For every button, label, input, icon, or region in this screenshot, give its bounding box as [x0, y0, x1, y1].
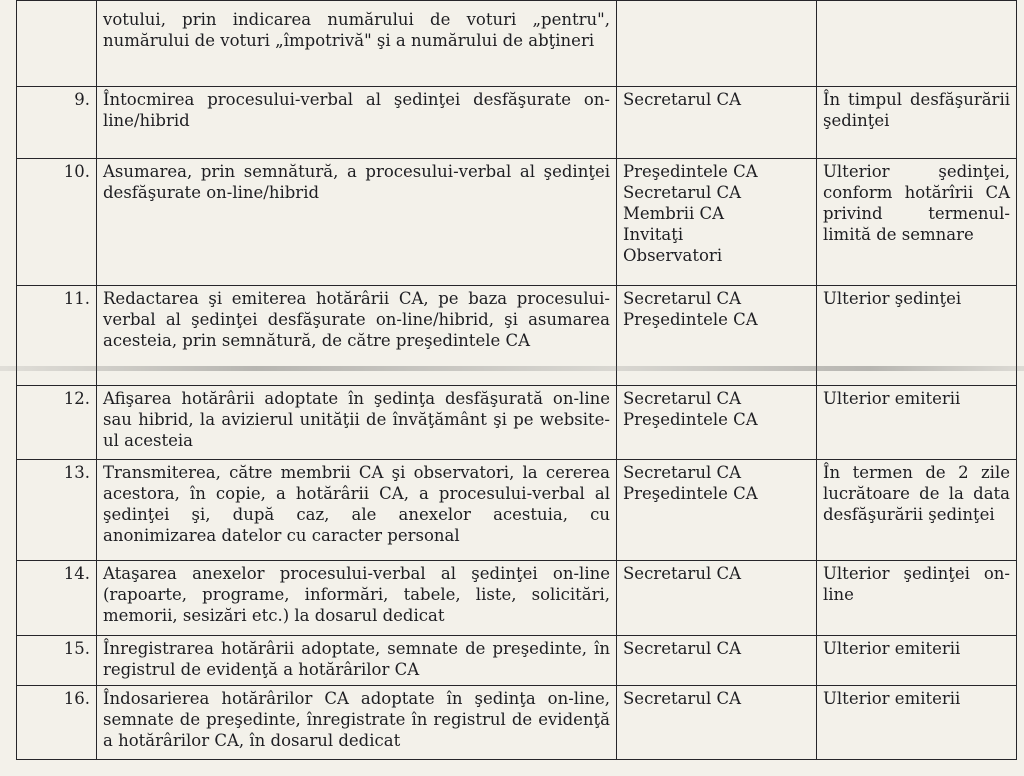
row-responsible [617, 159, 817, 286]
table-row [17, 460, 1017, 561]
responsible-entry: Secretarul CA [623, 183, 742, 202]
row-number: 9. [17, 87, 97, 159]
procedure-table [16, 0, 1017, 760]
row-number: 12. [17, 386, 97, 460]
table-row [17, 686, 1017, 760]
row-responsible [617, 87, 817, 159]
responsible-entry: Secretarul CA [623, 90, 742, 109]
responsible-entry: Preşedintele CA [623, 162, 758, 181]
responsible-entry: Membrii CA [623, 204, 725, 223]
row-responsible [617, 1, 817, 87]
row-number: 13. [17, 460, 97, 561]
row-description: Redactarea şi emiterea hotărârii CA, pe baza procesului-verbal al şedinţei desfăşurate on-line/hibrid, şi asumarea acesteia, prin semnătură, de către preşedintele CA [97, 286, 617, 386]
responsible-entry: Observatori [623, 246, 723, 265]
row-number: 15. [17, 636, 97, 686]
row-number: 11. [17, 286, 97, 386]
row-description: Afişarea hotărârii adoptate în şedinţa desfăşurată on-line sau hibrid, la avizierul unităţii de învăţământ şi pe website-ul acesteia [97, 386, 617, 460]
row-responsible [617, 561, 817, 636]
responsible-entry: Secretarul CA [623, 689, 742, 708]
responsible-entry: Preşedintele CA [623, 484, 758, 503]
table-row [17, 1, 1017, 87]
row-description: Ataşarea anexelor procesului-verbal al şedinţei on-line (rapoarte, programe, informări, tabele, liste, solicitări, memorii, sesizări etc.) la dosarul dedicat [97, 561, 617, 636]
row-term: Ulterior şedinţei on-line [817, 561, 1017, 636]
row-description: Transmiterea, către membrii CA şi observatori, la cererea acestora, în copie, a hotărârii CA, a procesului-verbal al şedinţei şi, după caz, ale anexelor acestuia, cu anonimizarea datelor cu caracter personal [97, 460, 617, 561]
table-row [17, 87, 1017, 159]
row-responsible [617, 460, 817, 561]
responsible-entry: Preşedintele CA [623, 410, 758, 429]
table-row [17, 561, 1017, 636]
row-description: Înregistrarea hotărârii adoptate, semnate de preşedinte, în registrul de evidenţă a hotărârilor CA [97, 636, 617, 686]
row-number [17, 1, 97, 87]
row-number: 14. [17, 561, 97, 636]
row-term: Ulterior emiterii [817, 386, 1017, 460]
row-term: Ulterior emiterii [817, 636, 1017, 686]
row-responsible [617, 386, 817, 460]
row-responsible [617, 286, 817, 386]
row-number: 10. [17, 159, 97, 286]
row-term [817, 1, 1017, 87]
responsible-entry: Secretarul CA [623, 564, 742, 583]
row-term: În timpul desfăşurării şedinţei [817, 87, 1017, 159]
row-term: Ulterior şedinţei [817, 286, 1017, 386]
table-row [17, 159, 1017, 286]
responsible-entry: Secretarul CA [623, 639, 742, 658]
table-row [17, 286, 1017, 386]
row-description: votului, prin indicarea numărului de voturi „pentru", numărului de voturi „împotrivă" şi a numărului de abţineri [97, 1, 617, 87]
responsible-entry: Secretarul CA [623, 389, 742, 408]
responsible-entry: Secretarul CA [623, 289, 742, 308]
responsible-entry: Invitaţi [623, 225, 684, 244]
row-term: Ulterior şedinţei, conform hotărîrii CA privind termenul-limită de semnare [817, 159, 1017, 286]
row-description: Îndosarierea hotărârilor CA adoptate în şedinţa on-line, semnate de preşedinte, înregistrate în registrul de evidenţă a hotărârilor CA, în dosarul dedicat [97, 686, 617, 760]
row-number: 16. [17, 686, 97, 760]
table-row [17, 386, 1017, 460]
responsible-entry: Preşedintele CA [623, 310, 758, 329]
row-term: În termen de 2 zile lucrătoare de la data desfăşurării şedinţei [817, 460, 1017, 561]
row-responsible [617, 636, 817, 686]
responsible-entry: Secretarul CA [623, 463, 742, 482]
row-description: Întocmirea procesului-verbal al şedinţei desfăşurate on-line/hibrid [97, 87, 617, 159]
row-term: Ulterior emiterii [817, 686, 1017, 760]
row-responsible [617, 686, 817, 760]
table-row [17, 636, 1017, 686]
row-description: Asumarea, prin semnătură, a procesului-verbal al şedinţei desfăşurate on-line/hibrid [97, 159, 617, 286]
